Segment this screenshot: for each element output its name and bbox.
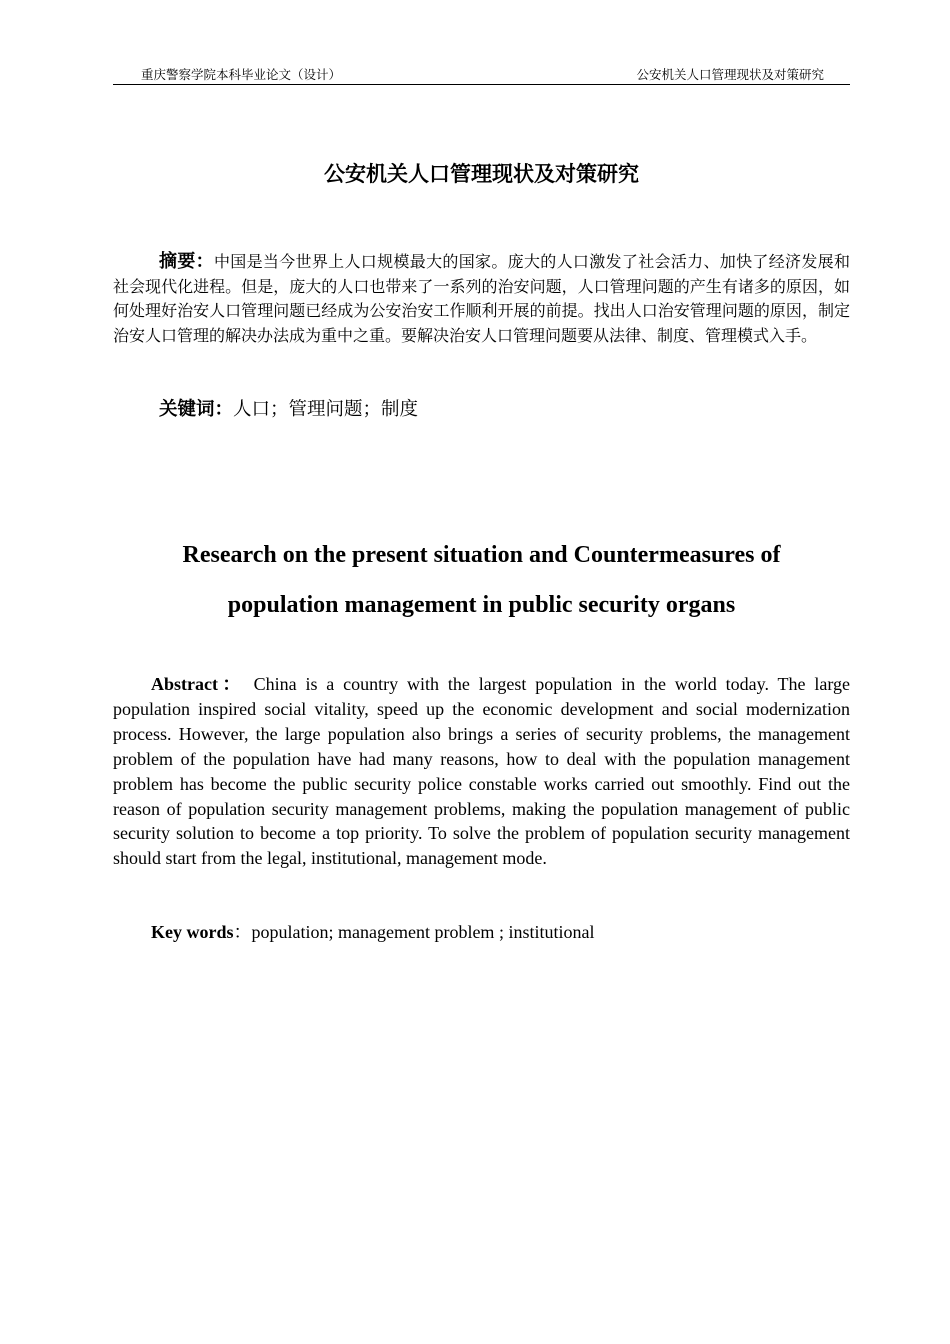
chinese-keywords-label: 关键词： — [159, 399, 234, 420]
chinese-abstract-text: 中国是当今世界上人口规模最大的国家。庞大的人口激发了社会活力、加快了经济发展和社会现代化进程。但是，庞大的人口也带来了一系列的治安问题，人口管理问题的产生有诸多的原因，如何处理好治安人口管理问题已经成为公安治安工作顺利开展的前提。找出人口治安管理问题的原因，制定治安人口管理的解决办法成为重中之重。要解决治安人口管理问题要从法律、制度、管理模式入手。 — [113, 252, 850, 345]
english-abstract — [113, 672, 850, 871]
english-keywords — [151, 920, 594, 945]
page-header — [113, 65, 850, 85]
english-keywords-text: ：population; management problem ; institutional — [233, 922, 595, 942]
english-abstract-text: China is a country with the largest population in the world today. The large population inspired social vitality, speed up the economic development and social modernization process. However, the large population also brings a series of security problems, the management problem of the population have had many reasons, how to deal with the population management problem has become the public security police constable works carried out smoothly. Find out the reason of population security management problems, making the population management of public security solution to become a top priority. To solve the problem of population security management should start from the legal, institutional, management mode. — [113, 674, 851, 869]
english-title — [113, 530, 850, 630]
chinese-keywords-text: 人口；管理问题；制度 — [233, 399, 419, 420]
chinese-keywords — [159, 396, 418, 424]
chinese-abstract — [113, 250, 850, 348]
english-abstract-label: Abstract： — [151, 674, 245, 694]
english-title-line-2: population management in public security organs — [227, 592, 736, 618]
header-thesis-title: 公安机关人口管理现状及对策研究 — [636, 67, 824, 82]
chinese-abstract-label: 摘要： — [159, 251, 214, 272]
english-keywords-label: Key words — [151, 922, 234, 942]
header-school-title: 重庆警察学院本科毕业论文（设计） — [141, 67, 342, 82]
chinese-title: 公安机关人口管理现状及对策研究 — [324, 162, 639, 186]
english-title-line-1: Research on the present situation and Countermeasures of — [182, 542, 781, 568]
